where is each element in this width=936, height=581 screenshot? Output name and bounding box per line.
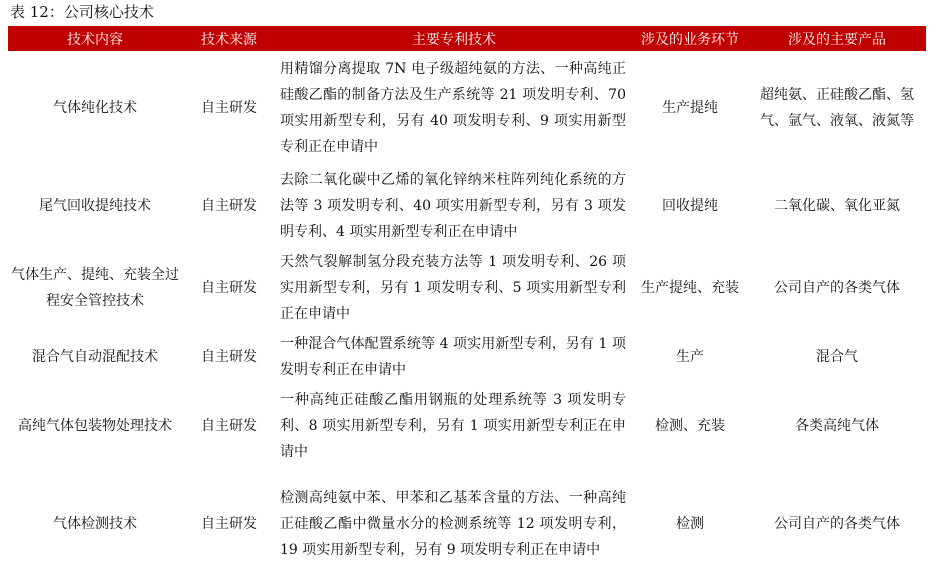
cell-business-stage: 生产提纯 (662, 100, 718, 116)
cell-tech-source: 自主研发 (201, 280, 257, 296)
table-row (8, 467, 926, 580)
cell-tech-content: 尾气回收提纯技术 (39, 198, 151, 214)
header-tech-source: 技术来源 (182, 26, 276, 51)
table-row (8, 385, 926, 467)
cell-tech-source: 自主研发 (201, 100, 257, 116)
cell-tech-content: 气体检测技术 (53, 515, 137, 532)
cell-business-stage: 回收提纯 (662, 198, 718, 214)
cell-tech-source: 自主研发 (201, 515, 257, 532)
cell-products: 混合气 (816, 349, 858, 365)
cell-tech-content: 高纯气体包装物处理技术 (18, 418, 172, 434)
cell-tech-content: 混合气自动混配技术 (32, 349, 158, 365)
core-technology-table (8, 26, 926, 580)
cell-products: 各类高纯气体 (795, 418, 879, 434)
header-business-stage: 涉及的业务环节 (632, 26, 748, 51)
cell-patents: 一种高纯正硅酸乙酯用钢瓶的处理系统等 3 项发明专利、8 项实用新型专利，另有 1 项实用新型专利正在申请中 (280, 392, 626, 460)
header-tech-content: 技术内容 (8, 26, 182, 51)
table-header-row (8, 26, 926, 51)
cell-business-stage: 检测、充装 (655, 418, 725, 434)
cell-patents: 天然气裂解制氢分段充装方法等 1 项发明专利、26 项实用新型专利，另有 1 项发明专利、5 项实用新型专利正在申请中 (280, 254, 626, 322)
table-row (8, 329, 926, 385)
cell-tech-source: 自主研发 (201, 198, 257, 214)
cell-products: 公司自产的各类气体 (774, 515, 900, 532)
cell-business-stage: 检测 (676, 515, 704, 532)
table-caption: 表 12：公司核心技术 (10, 3, 154, 21)
cell-products: 超纯氨、正硅酸乙酯、氢气、氩气、液氧、液氮等 (760, 87, 914, 129)
header-patents: 主要专利技术 (276, 26, 632, 51)
cell-business-stage: 生产提纯、充装 (641, 280, 739, 296)
header-products: 涉及的主要产品 (748, 26, 926, 51)
cell-business-stage: 生产 (676, 349, 704, 365)
cell-patents: 用精馏分离提取 7N 电子级超纯氨的方法、一种高纯正硅酸乙酯的制备方法及生产系统等 21 项发明专利、70 项实用新型专利，另有 40 项发明专利、9 项实用新型专利正在申请中 (280, 61, 626, 155)
cell-tech-content: 气体纯化技术 (53, 100, 137, 116)
cell-patents: 检测高纯氨中苯、甲苯和乙基苯含量的方法、一种高纯正硅酸乙酯中微量水分的检测系统等 12 项发明专利，19 项实用新型专利，另有 9 项发明专利正在申请中 (280, 489, 626, 558)
cell-tech-content: 气体生产、提纯、充装全过程安全管控技术 (11, 267, 179, 309)
cell-tech-source: 自主研发 (201, 349, 257, 365)
cell-tech-source: 自主研发 (201, 418, 257, 434)
table-row (8, 51, 926, 165)
cell-patents: 一种混合气体配置系统等 4 项实用新型专利，另有 1 项发明专利正在申请中 (280, 336, 626, 378)
table-row (8, 165, 926, 247)
cell-patents: 去除二氧化碳中乙烯的氧化锌纳米柱阵列纯化系统的方法等 3 项发明专利、40 项实用新型专利，另有 3 项发明专利、4 项实用新型专利正在申请中 (280, 172, 626, 240)
table-row (8, 247, 926, 329)
cell-products: 公司自产的各类气体 (774, 280, 900, 296)
cell-products: 二氧化碳、氧化亚氮 (774, 198, 900, 214)
